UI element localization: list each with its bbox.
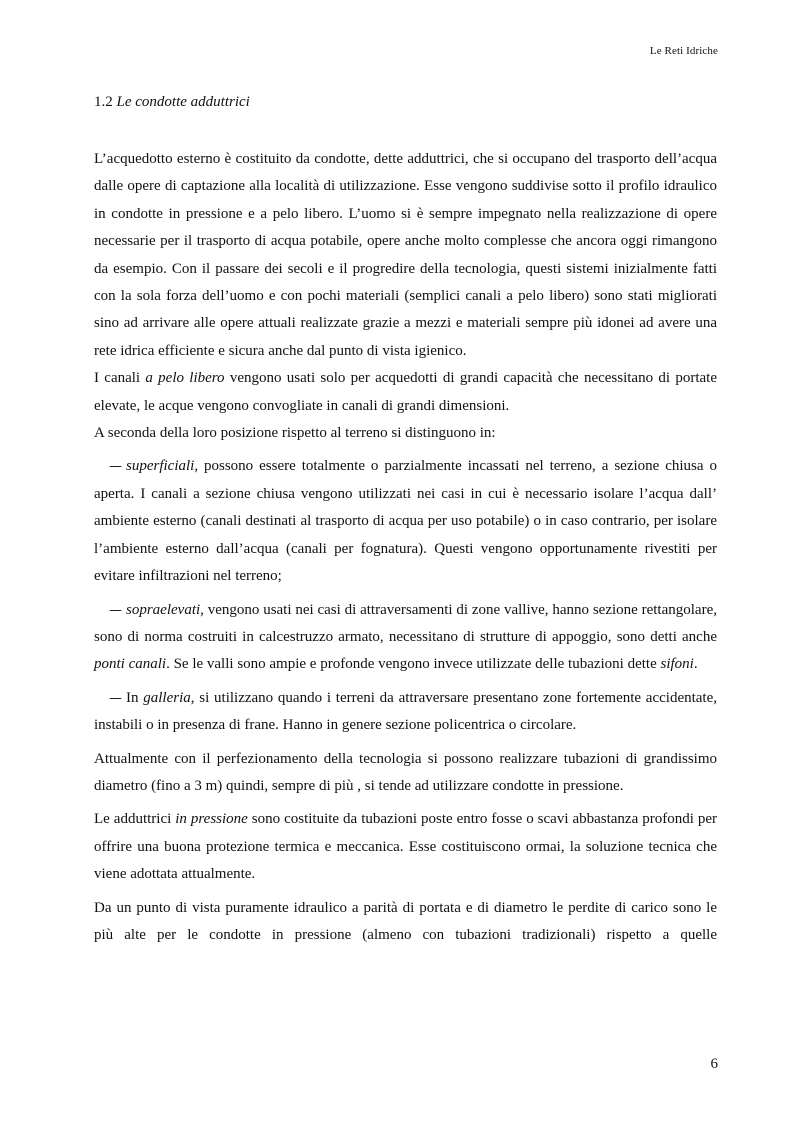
section-number: 1.2 [94,94,113,110]
paragraph-pressione: Le adduttrici in pressione sono costituite da tubazioni poste entro fosse o scavi abbastanza profondi per offrire una buona protezione termica e meccanica. Esse costituiscono ormai, la soluzione tecnica che viene adottata attualmente. [94,811,717,883]
paragraph-perdite: Da un punto di vista puramente idraulico a parità di portata e di diametro le perdite di carico sono le più alte per le condotte in pressione (almeno con tubazioni tradizionali) rispetto a quelle [94,899,717,943]
paragraph-canali: I canali a pelo libero vengono usati solo per acquedotti di grandi capacità che necessitano di portate elevate, le acque vengono convogliate in canali di grandi dimensioni. [94,370,717,414]
body-text [94,146,717,949]
dash-bullet: — [109,459,122,475]
paragraph-attualmente: Attualmente con il perfezionamento della tecnologia si possono realizzare tubazioni di grandissimo diametro (fino a 3 m) quindi, sempre di più , si tende ad utilizzare condotte in pressione. [94,750,717,794]
section-name: Le condotte adduttrici [116,94,250,110]
dash-bullet: — [109,690,122,706]
page-number: 6 [710,1056,718,1072]
dash-bullet: — [109,602,122,618]
list-item-sopraelevati: — sopraelevati, vengono usati nei casi di attraversamenti di zone vallive, hanno sezione rettangolare, sono di norma costruiti in calcestruzzo armato, necessitano di strutture di appoggio, sono detti anche ponti canali. Se le valli sono ampie e profonde vengono invece utilizzate delle tubazioni dette sifoni. [94,601,717,673]
paragraph-classificazione: A seconda della loro posizione rispetto al terreno si distinguono in: [94,425,496,442]
paragraph-intro: L’acquedotto esterno è costituito da condotte, dette adduttrici, che si occupano del trasporto dell’acqua dalle opere di captazione alla località di utilizzazione. Esse vengono suddivise sotto il profilo idraulico in condotte in pressione e a pelo libero. L’uomo si è sempre impegnato nella realizzazione di opere necessarie per il trasporto di acqua potabile, opere anche molto complesse che ancora oggi rimangono da esempio. Con il passare dei secoli e il progredire della tecnologia, questi sistemi inizialmente fatti con la sola forza dell’uomo e con pochi materiali (semplici canali a pelo libero) sono stati migliorati sino ad arrivare alle opere attuali realizzate grazie a mezzi e materiali sempre più idonei ad avere una rete idrica efficiente e sicura anche dal punto di vista igienico. [94,151,717,359]
running-header: Le Reti Idriche [649,45,718,57]
list-item-galleria: — In galleria, si utilizzano quando i terreni da attraversare presentano zone fortemente accidentate, instabili o in presenza di frane. Hanno in genere sezione policentrica o circolare. [94,689,718,734]
section-title [94,94,250,111]
list-item-superficiali: — superficiali, possono essere totalmente o parzialmente incassati nel terreno, a sezione chiusa o aperta. I canali a sezione chiusa vengono utilizzati nei casi in cui è necessario isolare l’acqua dall’ ambiente esterno (canali destinati al trasporto di acqua per uso potabile) o in caso contrario, per isolare l’ambiente esterno dall’acqua (canali per fognatura). Questi vengono opportunamente rivestiti per evitare infiltrazioni nel terreno; [94,458,717,585]
